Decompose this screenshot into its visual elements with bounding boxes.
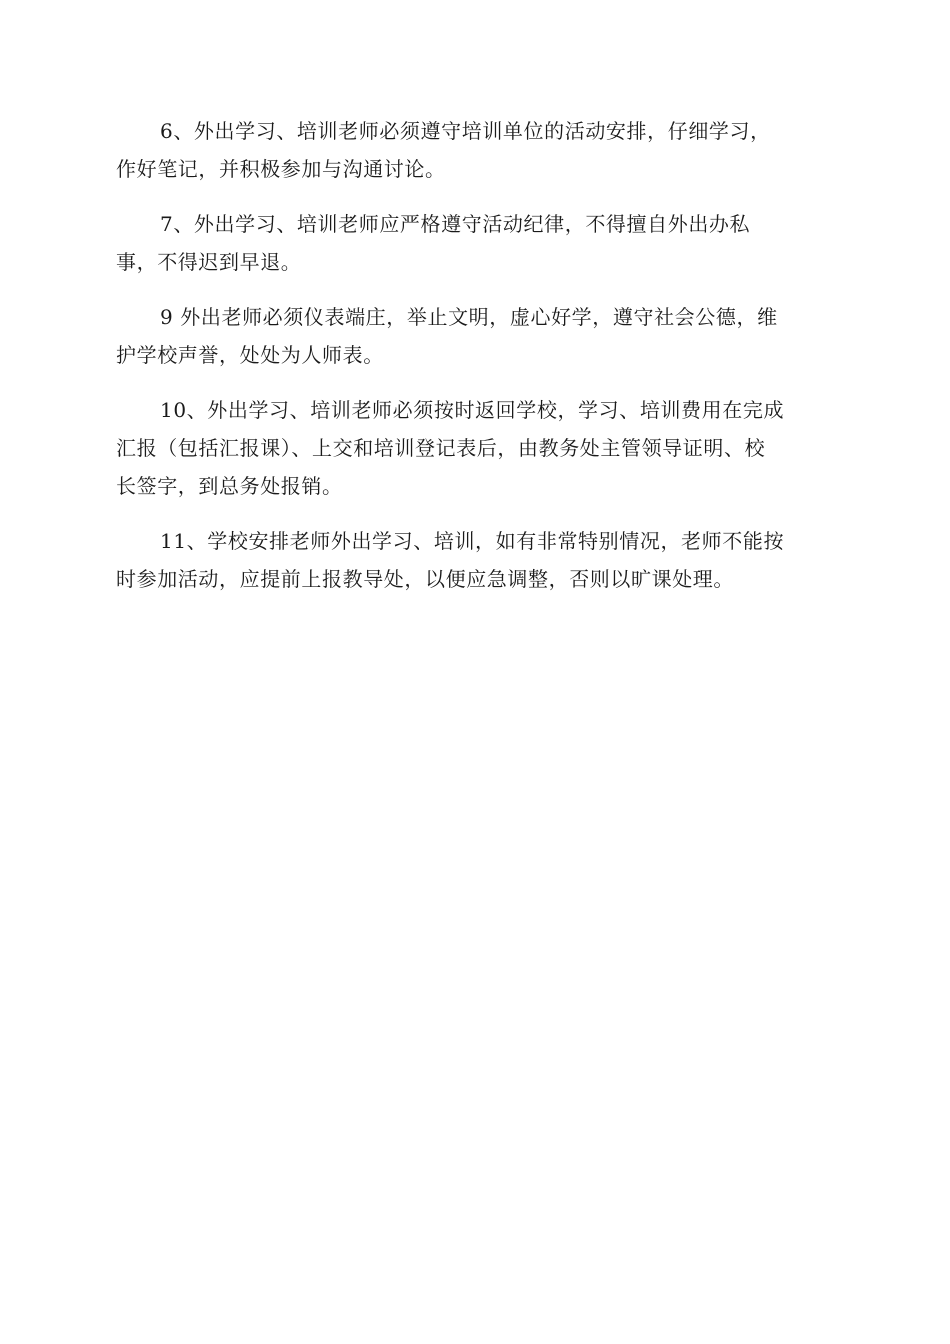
paragraph-line: 7、外出学习、培训老师应严格遵守活动纪律，不得擅自外出办私 (160, 212, 751, 236)
document-body (116, 112, 834, 615)
paragraph-line: 汇报（包括汇报课）、上交和培训登记表后，由教务处主管领导证明、校 (116, 436, 766, 460)
paragraph-line: 作好笔记，并积极参加与沟通讨论。 (116, 157, 446, 181)
paragraph-item-11 (116, 522, 834, 598)
paragraph-line: 6、外出学习、培训老师必须遵守培训单位的活动安排，仔细学习， (160, 119, 771, 143)
paragraph-line: 11、学校安排老师外出学习、培训，如有非常特别情况，老师不能按 (160, 529, 785, 553)
paragraph-item-6 (116, 112, 834, 188)
paragraph-line: 事，不得迟到早退。 (116, 250, 302, 274)
paragraph-item-7 (116, 205, 834, 281)
paragraph-line: 9 外出老师必须仪表端庄，举止文明，虚心好学，遵守社会公德，维 (160, 305, 778, 329)
paragraph-item-10 (116, 391, 834, 505)
paragraph-item-9 (116, 298, 834, 374)
paragraph-line: 时参加活动，应提前上报教导处，以便应急调整，否则以旷课处理。 (116, 567, 734, 591)
paragraph-line: 10、外出学习、培训老师必须按时返回学校，学习、培训费用在完成 (160, 398, 785, 422)
paragraph-line: 护学校声誉，处处为人师表。 (116, 343, 384, 367)
paragraph-line: 长签字，到总务处报销。 (116, 474, 343, 498)
